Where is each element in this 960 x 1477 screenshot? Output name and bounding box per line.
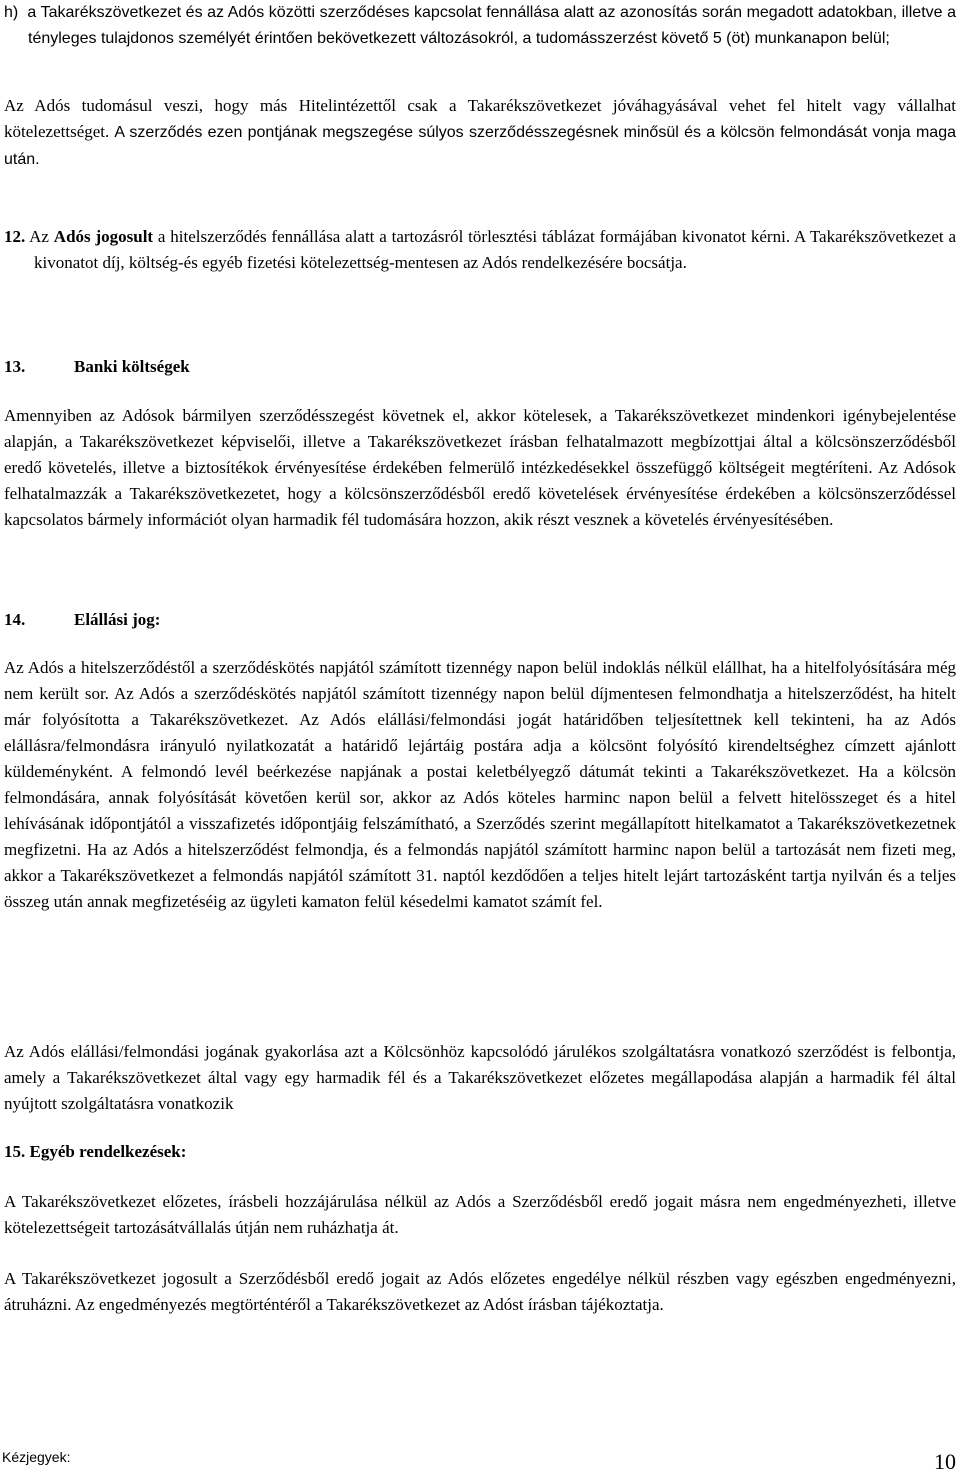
- section-12-text2: A Takarékszövetkezet a kivonatot díj, költség-és egyéb fizetési kötelezettség-mentesen az Adós rendelkezésére bocsátja.: [34, 227, 956, 272]
- page-number: 10: [934, 1449, 956, 1474]
- section-14-number: 14.: [4, 610, 26, 629]
- section-15-text1: A Takarékszövetkezet előzetes, írásbeli hozzájárulása nélkül az Adós a Szerződésből eredő jogait másra nem engedményezheti, illetve kötelezettségeit tartozásátvállalás útján nem ruházhatja át.: [4, 1192, 956, 1237]
- section-13-title: Banki költségek: [74, 357, 190, 376]
- section-12-number: 12.: [4, 227, 26, 246]
- item-h-text: a Takarékszövetkezet és az Adós közötti szerződéses kapcsolat fennállása alatt az azonosítás során megadott adatokban, illetve a tényleges tulajdonos személyét érintően bekövetkezett változásokról, a tudomásszerzést követő 5 (öt) munkanapon belül;: [27, 4, 957, 47]
- paragraph-other-creditor-part1: Az Adós tudomásul veszi, hogy más Hitelintézettől csak a Takarékszövetkezet jóváhagyásával vehet fel hitelt vagy vállalhat kötelezettséget.: [4, 96, 956, 141]
- section-15-text2: A Takarékszövetkezet jogosult a Szerződésből eredő jogait az Adós előzetes engedélye nélkül részben vagy egészben engedményezni, átruházni. Az engedményezés megtörténtéről a Takarékszövetkezet az Adóst írásban tájékoztatja.: [4, 1269, 956, 1314]
- section-14-text2: Az Adós elállási/felmondási jogának gyakorlása azt a Kölcsönhöz kapcsolódó járulékos szolgáltatásra vonatkozó szerződést is felbontja, amely a Takarékszövetkezet által vagy egy harmadik fél és a Takarékszövetkezet előzetes megállapodása alapján a harmadik fél által nyújtott szolgáltatásra vonatkozik: [4, 1042, 956, 1113]
- section-15-heading: 15. Egyéb rendelkezések:: [4, 1142, 187, 1161]
- item-h: [4, 0, 956, 52]
- section-14-title: Elállási jog:: [74, 610, 161, 629]
- section-14-text: Az Adós a hitelszerződéstől a szerződéskötés napjától számított tizennégy napon belül indoklás nélkül elállhat, ha a hitelfolyósítására még nem került sor. Az Adós a szerződéskötés napjától számított tizennégy napon belül díjmentesen felmondhatja a hitelszerződést, ha hitelt már folyósította a Takarékszövetkezet. Az Adós elállási/felmondási jogát határidőben teljesítettnek kell tekinteni, ha az Adós elállásra/felmondásra irányuló nyilatkozatát a határidő lejártáig postára adja a kölcsönt folyósító kirendeltséghez címzett ajánlott küldeményként. A felmondó levél beérkezése napjának a postai keletbélyegző dátumát tekinti a Takarékszövetkezet. Ha a kölcsön felmondására, annak folyósítását követően kerül sor, akkor az Adós köteles harminc napon belül a felvett hitelösszeget és a hitel lehívásának időpontjától a visszafizetés időpontjáig felszámítható, a Szerződés szerint megállapított hitelkamatot a Takarékszövetkezetnek megfizetni. Ha az Adós a hitelszerződést felmondja, és a felmondás napjától számított harminc napon belül a tartozását nem fizeti meg, akkor a Takarékszövetkezet a felmondás napjától számított 31. naptól kezdődően a teljes hitelt lejárt tartozásként tartja nyilván és a teljes összeg után annak megfizetéséig az ügyleti kamaton felül késedelmi kamatot számít fel.: [4, 658, 956, 911]
- section-12-text1: a hitelszerződés fennállása alatt a tartozásról törlesztési táblázat formájában kivonatot kérni.: [153, 227, 794, 246]
- item-h-label: h): [4, 4, 19, 21]
- section-13-text: Amennyiben az Adósok bármilyen szerződésszegést követnek el, akkor kötelesek, a Takarékszövetkezet mindenkori igénybejelentése alapján, a Takarékszövetkezet képviselői, illetve a Takarékszövetkezet írásban felhatalmazott megbízottjai által a kölcsönszerződésből eredő követelés, illetve a biztosítékok érvényesítése érdekében felmerülő intézkedésekkel összefüggő költségeit megtéríteni. Az Adósok felhatalmazzák a Takarékszövetkezetet, hogy a kölcsönszerződésből eredő követelések érvényesítése érdekében a kölcsönszerződéssel kapcsolatos bármely információt olyan harmadik fél tudomására hozzon, akik részt vesznek a követelés érvényesítésében.: [4, 406, 956, 529]
- section-12-bold: Adós jogosult: [53, 227, 154, 246]
- signature-label: Kézjegyek:: [2, 1449, 71, 1465]
- paragraph-other-creditor-part2: A szerződés ezen pontjának megszegése súlyos szerződésszegésnek minősül és a kölcsön felmondását vonja maga után.: [4, 124, 957, 168]
- section-12: [4, 224, 956, 276]
- paragraph-other-creditor: [4, 93, 956, 173]
- section-13-heading: [4, 354, 956, 380]
- section-14-heading: [4, 607, 956, 633]
- section-12-pre: Az: [29, 227, 54, 246]
- section-13-number: 13.: [4, 357, 26, 376]
